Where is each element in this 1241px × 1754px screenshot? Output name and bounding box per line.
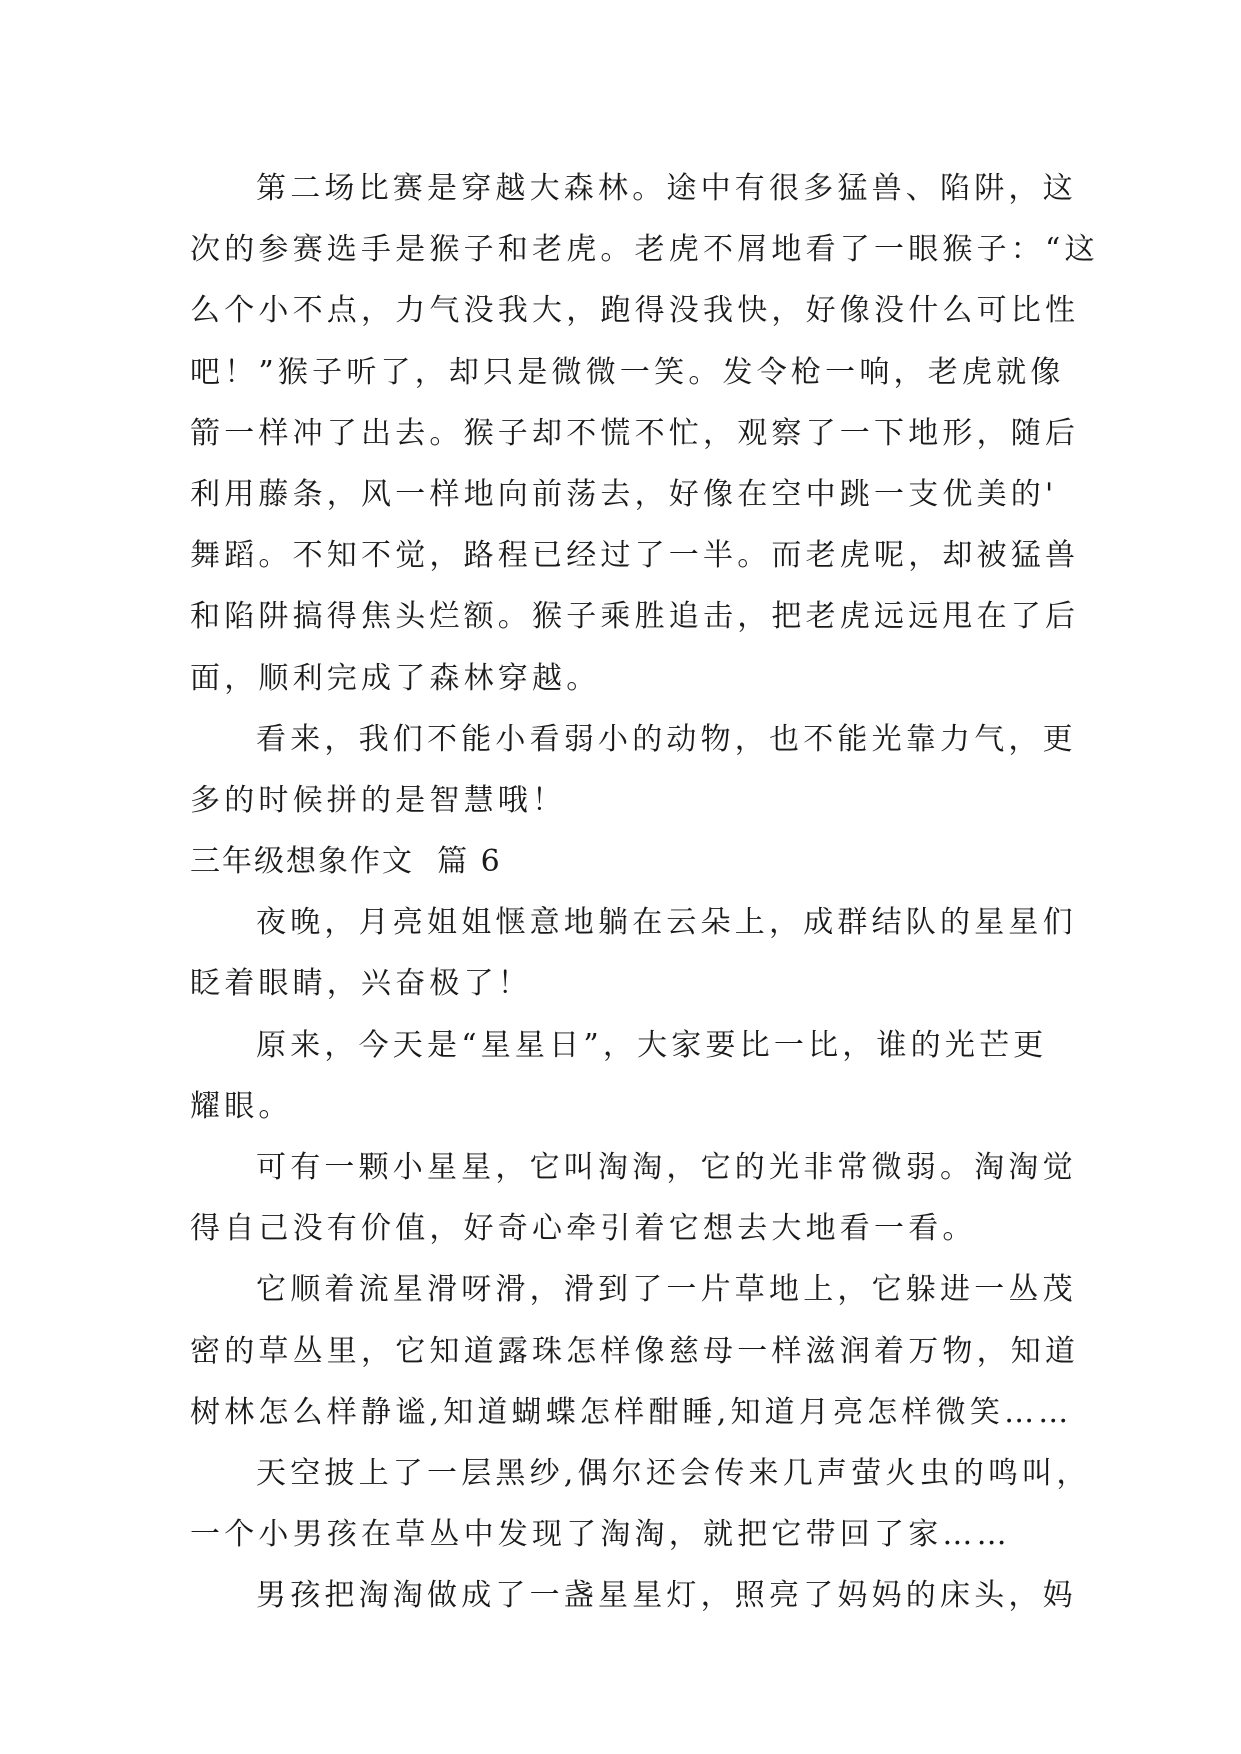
text-line: 它顺着流星滑呀滑，滑到了一片草地上，它躲进一丛茂 [256, 1272, 1077, 1308]
text-line: 天空披上了一层黑纱,偶尔还会传来几声萤火虫的鸣叫， [256, 1455, 1091, 1491]
text-line: 箭一样冲了出去。猴子却不慌不忙，观察了一下地形，随后 [190, 415, 1080, 451]
text-line: 耀眼。 [190, 1088, 293, 1124]
text-line: 舞蹈。不知不觉，路程已经过了一半。而老虎呢，却被猛兽 [190, 538, 1080, 574]
text-line: 原来，今天是“星星日”，大家要比一比，谁的光芒更 [256, 1027, 1048, 1063]
text-line: 得自己没有价值，好奇心牵引着它想去大地看一看。 [190, 1211, 977, 1247]
text-line: 一个小男孩在草丛中发现了淘淘，就把它带回了家…… [190, 1517, 1011, 1553]
text-line: 第二场比赛是穿越大森林。途中有很多猛兽、陷阱，这 [256, 171, 1077, 206]
text-line: 么个小不点，力气没我大，跑得没我快，好像没什么可比性 [190, 293, 1080, 329]
text-line: 吧！”猴子听了，却只是微微一笑。发令枪一响，老虎就像 [190, 354, 1065, 390]
text-line: 多的时候拼的是智慧哦！ [190, 782, 567, 818]
text-line: 面，顺利完成了森林穿越。 [190, 660, 601, 696]
text-line: 看来，我们不能小看弱小的动物，也不能光靠力气，更 [256, 721, 1077, 757]
text-line: 密的草丛里，它知道露珠怎样像慈母一样滋润着万物，知道 [190, 1333, 1080, 1369]
text-line: 夜晚，月亮姐姐惬意地躺在云朵上，成群结队的星星们 [256, 905, 1077, 941]
section-heading: 三年级想象作文 篇 6 [190, 844, 502, 880]
text-line: 次的参赛选手是猴子和老虎。老虎不屑地看了一眼猴子：“这 [190, 232, 1099, 268]
text-line: 利用藤条，风一样地向前荡去，好像在空中跳一支优美的' [190, 476, 1058, 512]
text-line: 树林怎么样静谧,知道蝴蝶怎样酣睡,知道月亮怎样微笑…… [190, 1394, 1073, 1430]
text-line: 男孩把淘淘做成了一盏星星灯，照亮了妈妈的床头，妈 [256, 1578, 1077, 1614]
document-body [190, 158, 1099, 1627]
text-line: 眨着眼睛，兴奋极了！ [190, 966, 532, 1002]
text-line: 可有一颗小星星，它叫淘淘，它的光非常微弱。淘淘觉 [256, 1150, 1077, 1185]
text-line: 和陷阱搞得焦头烂额。猴子乘胜追击，把老虎远远甩在了后 [190, 599, 1080, 635]
